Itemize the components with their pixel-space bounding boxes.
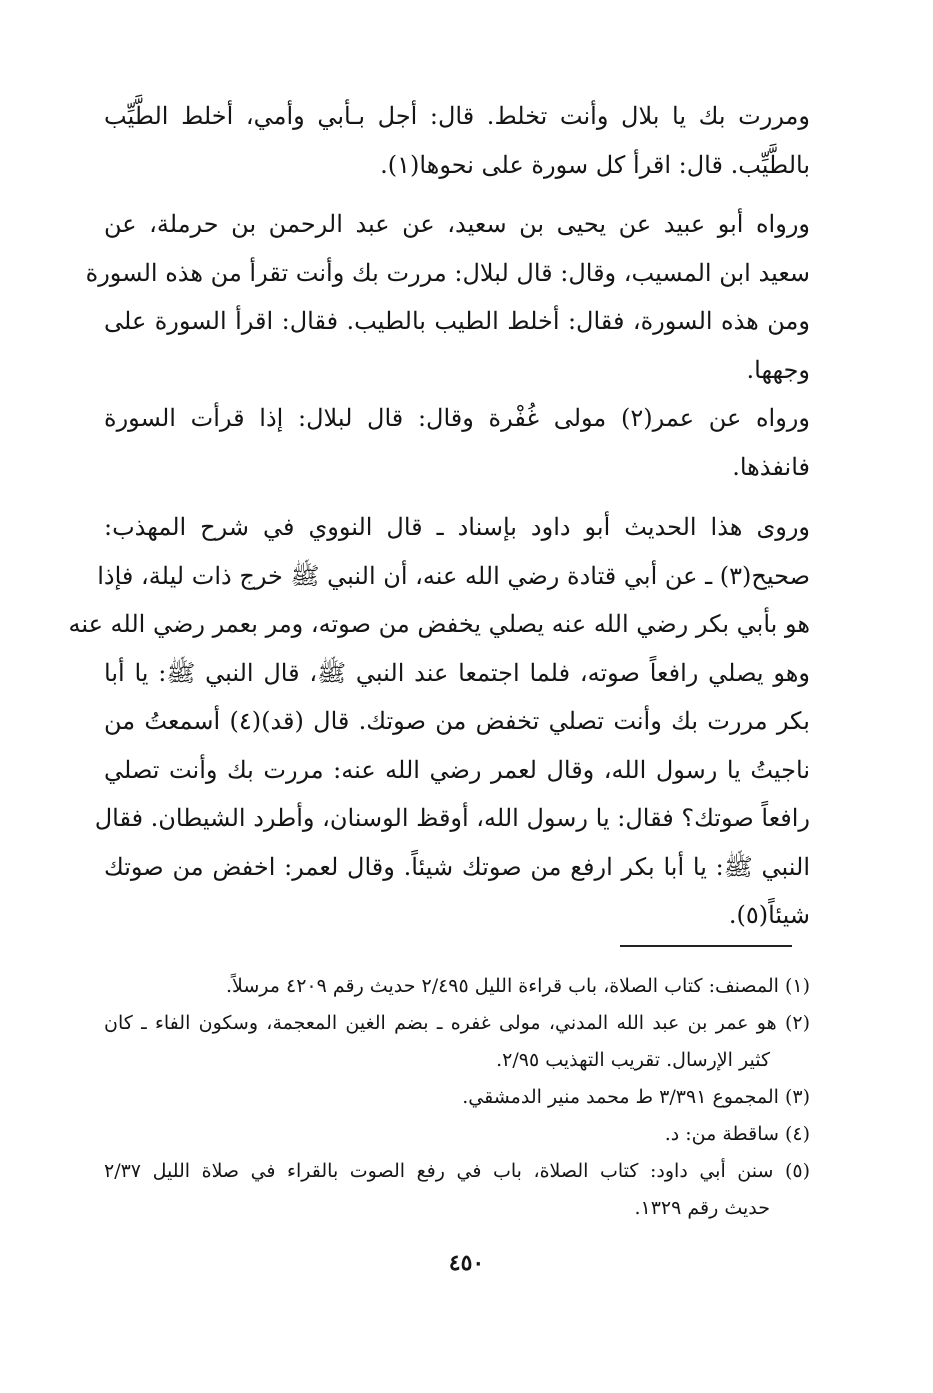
footnote-line: حديث رقم ١٣٢٩. <box>634 1197 770 1219</box>
text-line: ومن هذه السورة، فقال: أخلط الطيب بالطيب. فقال: اقرأ السورة على <box>104 307 810 335</box>
footnote-line: (٣) المجموع ٣/٣٩١ ط محمد منير الدمشقي. <box>462 1086 810 1108</box>
footnotes <box>104 968 810 1227</box>
footnote-line: (١) المصنف: كتاب الصلاة، باب قراءة الليل ٢/٤٩٥ حديث رقم ٤٢٠٩ مرسلاً. <box>225 975 810 997</box>
text-line: صحيح(٣) ـ عن أبي قتادة رضي الله عنه، أن النبي ﷺ خرج ذات ليلة، فإذا <box>97 561 810 590</box>
footnote-5 <box>104 1153 810 1227</box>
text-line: فانفذها. <box>732 452 810 481</box>
footnote-separator <box>620 945 792 947</box>
text-line: ناجيتُ يا رسول الله، وقال لعمر رضي الله عنه: مررت بك وأنت تصلي <box>104 755 810 784</box>
paragraph-4 <box>68 503 811 940</box>
text-line: بالطَّيِّب. قال: اقرأ كل سورة على نحوها(١). <box>380 150 810 179</box>
footnote-2 <box>104 1005 810 1079</box>
text-line: وهو يصلي رافعاً صوته، فلما اجتمعا عند النبي ﷺ، قال النبي ﷺ: يا أبا <box>104 658 811 687</box>
text-line: ومررت بك يا بلال وأنت تخلط. قال: أجل بـأبي وأمي، أخلط الطَّيِّب <box>104 102 811 130</box>
text-line: النبي ﷺ: يا أبا بكر ارفع من صوتك شيئاً. وقال لعمر: اخفض من صوتك <box>104 852 810 881</box>
paragraph-1 <box>104 92 810 189</box>
page-number: ٤٥٠ <box>448 1250 485 1276</box>
text-line: وجهها. <box>746 355 810 384</box>
paragraph-3 <box>104 394 810 491</box>
text-line: رافعاً صوتك؟ فقال: يا رسول الله، أوقظ الوسنان، وأطرد الشيطان. فقال <box>94 804 810 832</box>
text-line: ورواه أبو عبيد عن يحيى بن سعيد، عن عبد الرحمن بن حرملة، عن <box>104 210 810 238</box>
footnote-line: (٢) هو عمر بن عبد الله المدني، مولى غفره ـ بضم الغين المعجمة، وسكون الفاء ـ كان <box>104 1012 810 1034</box>
main-text <box>68 92 811 940</box>
footnote-3 <box>104 1079 810 1116</box>
text-line: بكر مررت بك وأنت تصلي تخفض من صوتك. قال (قد)(٤) أسمعتُ من <box>104 707 810 735</box>
footnote-line: كثير الإرسال. تقريب التهذيب ٢/٩٥. <box>496 1049 770 1071</box>
footnote-line: (٥) سنن أبي داود: كتاب الصلاة، باب في رفع الصوت بالقراء في صلاة الليل ٢/٣٧ <box>104 1160 810 1182</box>
text-line: شيئاً(٥). <box>728 901 810 929</box>
text-line: هو بأبي بكر رضي الله عنه يصلي يخفض من صوته، ومر بعمر رضي الله عنه <box>68 610 810 638</box>
paragraph-2 <box>85 200 810 394</box>
footnote-line: (٤) ساقطة من: د. <box>664 1123 810 1145</box>
text-line: سعيد ابن المسيب، وقال: قال لبلال: مررت بك وأنت تقرأ من هذه السورة <box>85 258 810 287</box>
text-line: ورواه عن عمر(٢) مولى غُفْرة وقال: قال لبلال: إذا قرأت السورة <box>104 404 810 432</box>
footnote-4 <box>104 1116 810 1153</box>
footnote-1 <box>104 968 810 1005</box>
text-line: وروى هذا الحديث أبو داود بإسناد ـ قال النووي في شرح المهذب: <box>104 513 810 541</box>
